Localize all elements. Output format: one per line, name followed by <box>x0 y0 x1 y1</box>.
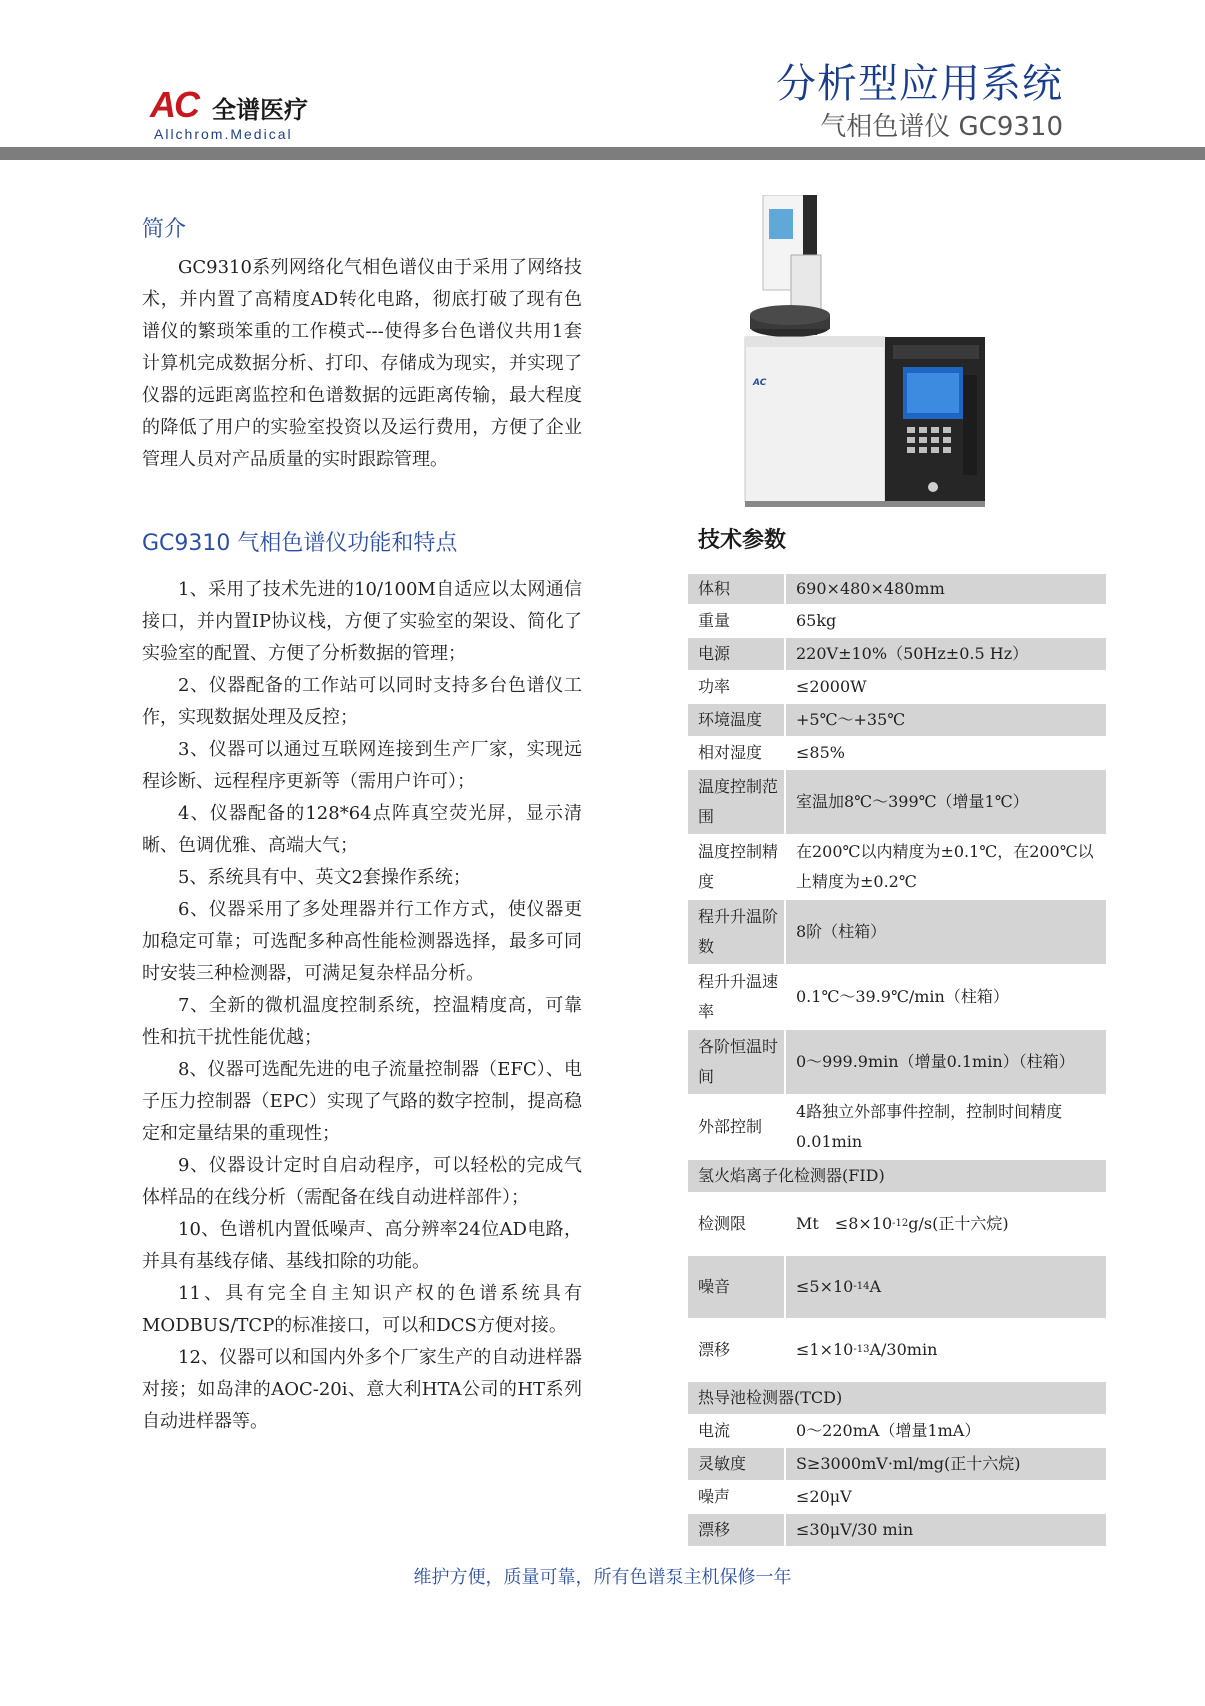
spec-value: S≥3000mV·ml/mg(正十六烷) <box>796 1454 1021 1473</box>
spec-value: 在200℃以内精度为±0.1℃，在200℃以上精度为±0.2℃ <box>796 842 1094 891</box>
table-row <box>688 770 1106 835</box>
spec-key: 电流 <box>688 1415 786 1447</box>
feature-item: 7、全新的微机温度控制系统，控温精度高，可靠性和抗干扰性能优越； <box>142 995 582 1048</box>
spec-value: Mt ≤8×10 -12 g/s(正十六烷) <box>796 1214 1009 1233</box>
spec-value: 4路独立外部事件控制，控制时间精度0.01min <box>796 1102 1063 1151</box>
spec-value: 690×480×480mm <box>796 579 945 598</box>
tcd-heading: 热导池检测器(TCD) <box>698 1388 843 1407</box>
logo-mark: AC <box>150 84 198 125</box>
page-subtitle: 气相色谱仪 GC9310 <box>820 112 1063 142</box>
feature-item: 11、具有完全自主知识产权的色谱系统具有MODBUS/TCP的标准接口，可以和DCS方便对接。 <box>142 1283 582 1336</box>
spec-key: 噪音 <box>688 1256 786 1318</box>
spec-key: 电源 <box>688 638 786 670</box>
spec-value: ≤2000W <box>796 677 867 696</box>
table-row <box>688 1448 1106 1481</box>
spec-value: 0.1℃～39.9℃/min（柱箱） <box>796 987 1009 1006</box>
spec-key: 各阶恒温时间 <box>688 1030 786 1094</box>
company-name-cn: 全谱医疗 <box>212 96 308 124</box>
table-row <box>688 574 1106 605</box>
fid-heading: 氢火焰离子化检测器(FID) <box>698 1166 885 1185</box>
company-logo <box>150 84 350 144</box>
panel-logo: AC <box>753 378 767 388</box>
company-name-en: Allchrom.Medical <box>154 126 293 142</box>
page-title: 分析型应用系统 <box>776 61 1063 107</box>
features-list <box>142 574 582 1438</box>
fid-section-header <box>688 1160 1106 1193</box>
table-row <box>688 638 1106 671</box>
spec-value: 8阶（柱箱） <box>796 922 887 941</box>
table-row <box>688 1415 1106 1448</box>
feature-item: 12、仪器可以和国内外多个厂家生产的自动进样器对接；如岛津的AOC-20i、意大利HTA公司的HT系列自动进样器等。 <box>142 1347 582 1432</box>
intro-paragraph <box>142 252 582 476</box>
footer-slogan: 维护方便，质量可靠，所有色谱泵主机保修一年 <box>413 1567 792 1588</box>
spec-value: ≤5×10 -14 A <box>796 1277 882 1296</box>
table-row <box>688 965 1106 1030</box>
spec-key: 环境温度 <box>688 704 786 736</box>
table-row <box>688 671 1106 704</box>
feature-item: 5、系统具有中、英文2套操作系统； <box>178 867 471 888</box>
spec-key: 温度控制范围 <box>688 770 786 834</box>
spec-key: 温度控制精度 <box>688 835 786 899</box>
spec-key: 重量 <box>688 605 786 637</box>
gc-instrument-image <box>735 195 990 520</box>
spec-key: 外部控制 <box>688 1095 786 1159</box>
spec-value: 0～220mA（增量1mA） <box>796 1421 981 1440</box>
spec-key: 检测限 <box>688 1193 786 1255</box>
table-row <box>688 1095 1106 1160</box>
spec-key: 功率 <box>688 671 786 703</box>
spec-key: 灵敏度 <box>688 1448 786 1480</box>
table-row <box>688 1193 1106 1256</box>
spec-value: 220V±10%（50Hz±0.5 Hz） <box>796 644 1029 663</box>
table-row <box>688 1514 1106 1547</box>
table-row <box>688 1256 1106 1319</box>
spec-value: ≤30μV/30 min <box>796 1520 914 1539</box>
spec-value: 室温加8℃～399℃（增量1℃） <box>796 792 1029 811</box>
spec-value: +5℃～+35℃ <box>796 710 906 729</box>
feature-item: 6、仪器采用了多处理器并行工作方式，使仪器更加稳定可靠；可选配多种高性能检测器选择，最多可同时安装三种检测器，可满足复杂样品分析。 <box>142 899 582 984</box>
table-row <box>688 1030 1106 1095</box>
spec-key: 漂移 <box>688 1319 786 1381</box>
tcd-section-header <box>688 1382 1106 1415</box>
feature-item: 4、仪器配备的128*64点阵真空荧光屏，显示清晰、色调优雅、高端大气； <box>142 803 582 856</box>
table-row <box>688 605 1106 638</box>
specs-table <box>688 574 1106 1547</box>
intro-heading: 简介 <box>142 217 187 242</box>
spec-key: 程升升温阶数 <box>688 900 786 964</box>
intro-text: GC9310系列网络化气相色谱仪由于采用了网络技术，并内置了高精度AD转化电路，彻底打破了现有色谱仪的繁琐笨重的工作模式---使得多台色谱仪共用1套计算机完成数据分析、打印、存储成为现实，并实现了仪器的远距离监控和色谱数据的远距离传输，最大程度的降低了用户的实验室投资以及运行费用，方便了企业管理人员对产品质量的实时跟踪管理。 <box>142 257 582 470</box>
features-heading: GC9310 气相色谱仪功能和特点 <box>142 531 458 556</box>
specs-heading: 技术参数 <box>698 528 787 553</box>
spec-value: 65kg <box>796 611 837 630</box>
table-row <box>688 1481 1106 1514</box>
spec-key: 程升升温速率 <box>688 965 786 1029</box>
spec-value: ≤20μV <box>796 1487 852 1506</box>
table-row <box>688 900 1106 965</box>
feature-item: 8、仪器可选配先进的电子流量控制器（EFC）、电子压力控制器（EPC）实现了气路的数字控制，提高稳定和定量结果的重现性； <box>142 1059 582 1144</box>
feature-item: 9、仪器设计定时自启动程序，可以轻松的完成气体样品的在线分析（需配备在线自动进样部件）； <box>142 1155 582 1208</box>
feature-item: 10、色谱机内置低噪声、高分辨率24位AD电路，并具有基线存储、基线扣除的功能。 <box>142 1219 582 1272</box>
table-row <box>688 1319 1106 1382</box>
spec-key: 漂移 <box>688 1514 786 1546</box>
table-row <box>688 704 1106 737</box>
spec-key: 噪声 <box>688 1481 786 1513</box>
feature-item: 3、仪器可以通过互联网连接到生产厂家，实现远程诊断、远程程序更新等（需用户许可）； <box>142 739 582 792</box>
header-divider <box>0 147 1205 160</box>
table-row <box>688 737 1106 770</box>
feature-item: 2、仪器配备的工作站可以同时支持多台色谱仪工作，实现数据处理及反控； <box>142 675 582 728</box>
spec-key: 相对湿度 <box>688 737 786 769</box>
spec-value: 0～999.9min（增量0.1min）（柱箱） <box>796 1052 1075 1071</box>
spec-key: 体积 <box>688 574 786 604</box>
feature-item: 1、采用了技术先进的10/100M自适应以太网通信接口，并内置IP协议栈，方便了实验室的架设、简化了实验室的配置、方便了分析数据的管理； <box>142 579 582 664</box>
table-row <box>688 835 1106 900</box>
spec-value: ≤1×10 -13 A/30min <box>796 1340 938 1359</box>
spec-value: ≤85% <box>796 743 845 762</box>
